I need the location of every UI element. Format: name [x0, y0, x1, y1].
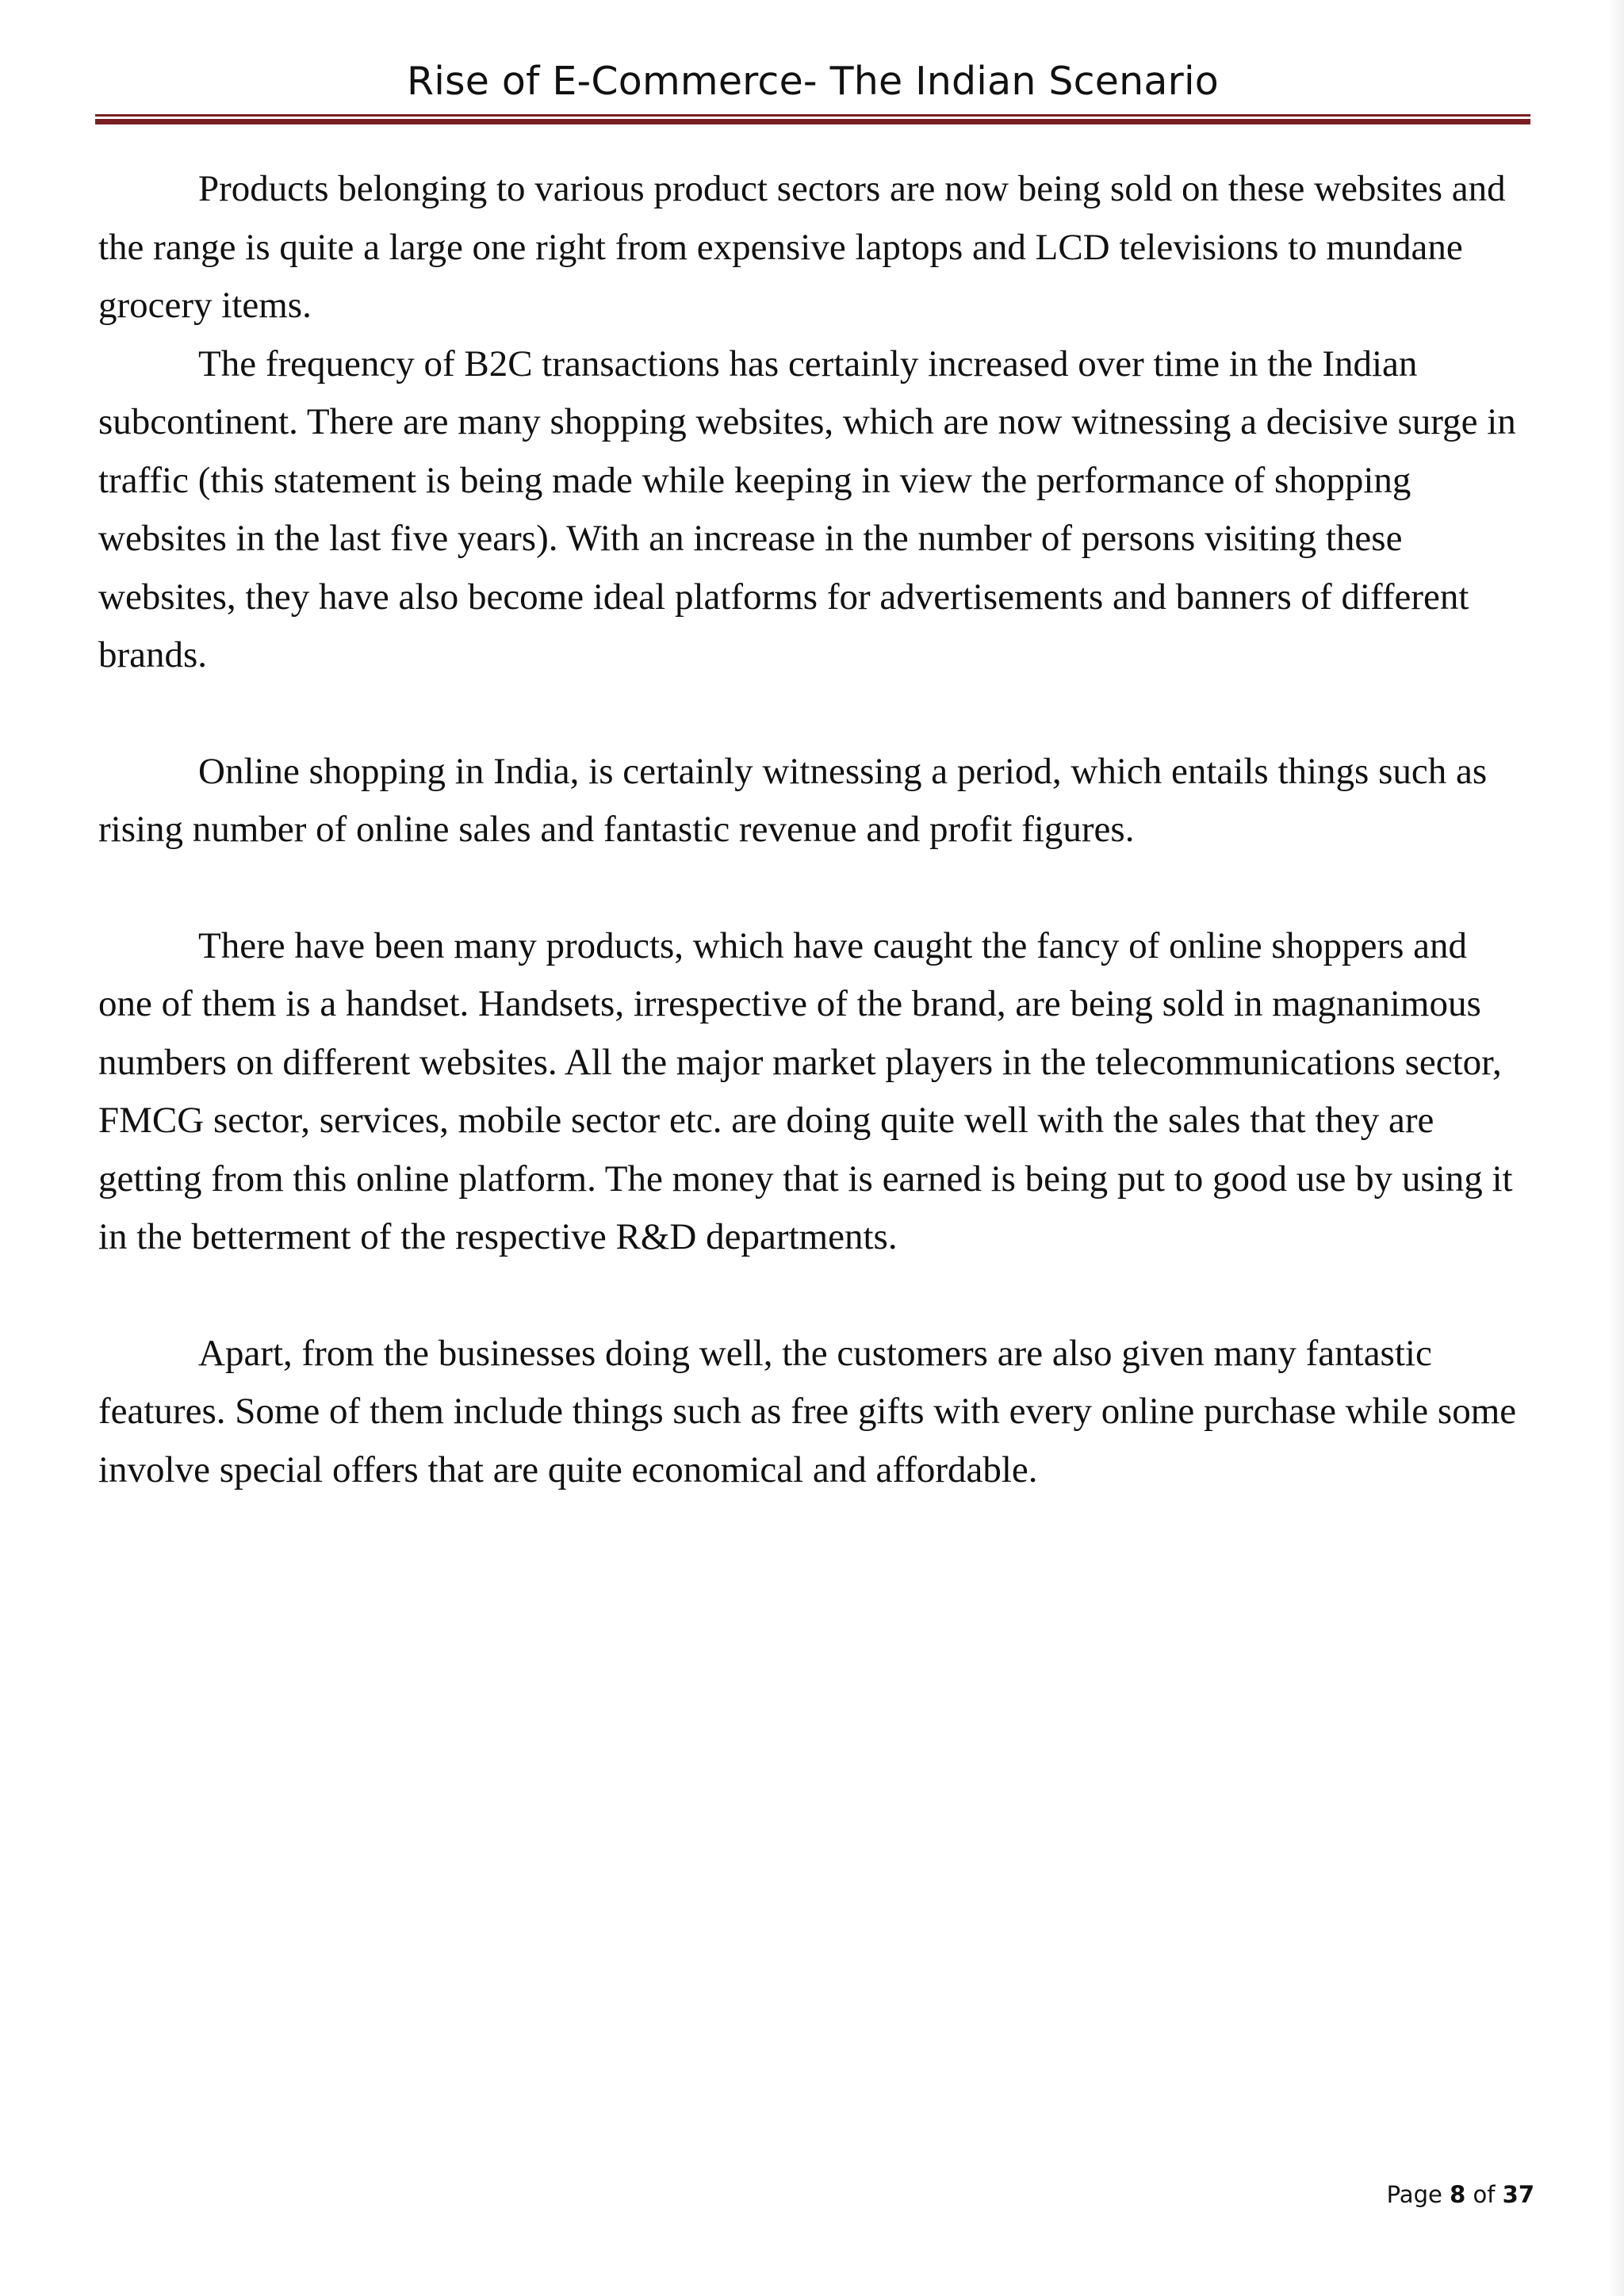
paragraph-product-sectors: Products belonging to various product sectors are now being sold on these websites and the range is quite a large one right from expensive laptops and LCD televisions to mundane grocery items. [98, 168, 1506, 326]
paragraph-customer-features: Apart, from the businesses doing well, the customers are also given many fantastic features. Some of them include things such as free gifts with every online purchase while some involve special offers that are quite economical and affordable. [98, 1332, 1517, 1490]
page-edge-shadow [1608, 0, 1624, 2296]
header-thick-rule [95, 119, 1530, 124]
page-footer [1364, 2179, 1534, 2210]
document-body [98, 160, 1530, 1499]
paragraph-online-shopping-india: Online shopping in India, is certainly witnessing a period, which entails things such as rising number of online sales and fantastic revenue and profit figures. [98, 750, 1488, 850]
page-header-title: Rise of E-Commerce- The Indian Scenario [407, 59, 1219, 104]
header-double-rule [95, 114, 1530, 123]
page-label: Page [1386, 2181, 1442, 2208]
paragraph-b2c-transactions: The frequency of B2C transactions has certainly increased over time in the Indian subcontinent. There are many shopping websites, which are now witnessing a decisive surge in traffic (this statement is being made while keeping in view the performance of shopping websites in the last five years). With an increase in the number of persons visiting these websites, they have also become ideal platforms for advertisements and banners of different brands. [98, 342, 1516, 675]
page-of-label: of [1473, 2181, 1496, 2208]
paragraph-handsets: There have been many products, which have caught the fancy of online shoppers and one of them is a handset. Handsets, irrespective of the brand, are being sold in magnanimous numbers on different websites. All the major market players in the telecommunications sector, FMCG sector, services, mobile sector etc. are doing quite well with the sales that they are getting from this online platform. The money that is earned is being put to good use by using it in the betterment of the respective R&D departments. [98, 924, 1513, 1257]
current-page-number: 8 [1450, 2181, 1466, 2208]
header-thin-rule [95, 114, 1530, 117]
total-page-count: 37 [1502, 2181, 1534, 2208]
